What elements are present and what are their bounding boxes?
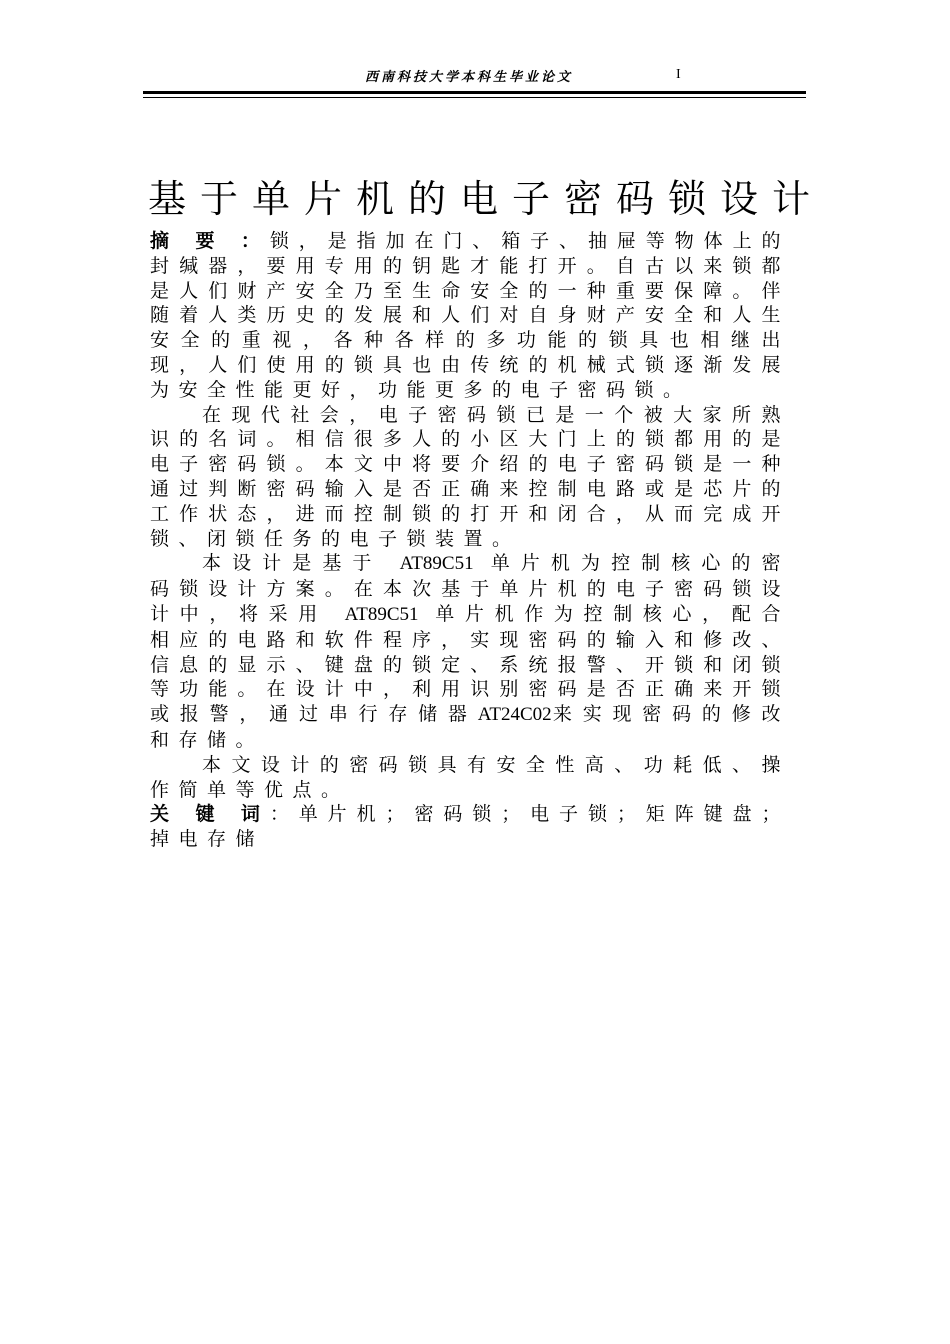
abstract-paragraph-3: [150, 551, 790, 752]
abstract-paragraph-2: 在现代社会，电子密码锁已是一个被大家所熟识的名词。相信很多人的小区大门上的锁都用的是电子密码锁。本文中将要介绍的电子密码锁是一种通过判断密码输入是否正确来控制电路或是芯片的工作状态，进而控制锁的打开和闭合，从而完成开锁、闭锁任务的电子锁装置。: [150, 403, 790, 550]
eeprom-name: AT24C02: [477, 704, 552, 726]
chip-name: AT89C51: [399, 553, 474, 575]
abstract-text-1: 锁，是指加在门、箱子、抽屉等物体上的封缄器，要用专用的钥匙才能打开。自古以来锁都是人们财产安全乃至生命安全的一种重要保障。伴随着人类历史的发展和人们对自身财产安全和人生安全的重视，各种各样的多功能的锁具也相继出现，人们使用的锁具也由传统的机械式锁逐渐发展为安全性能更好，功能更多的电子密码锁。: [150, 230, 790, 401]
keywords-text: ：单片机；密码锁；电子锁；矩阵键盘；掉电存储: [150, 803, 790, 851]
abstract-paragraph-1: [150, 229, 790, 403]
keywords-label: 关 键 词: [150, 803, 270, 826]
header-rule-thin: [143, 97, 806, 98]
abstract-paragraph-4: 本文设计的密码锁具有安全性高、功耗低、操作简单等优点。: [150, 753, 790, 801]
keywords-line: [150, 802, 790, 852]
abstract-text-3c: 单片机作为控制核心，配合相应的电路和软件程序，实现密码的输入和修改、信息的显示、键盘的锁定、系统报警、开锁和闭锁等功能。在设计中，利用识别密码是否正确来开锁或报警，通过串行存储器: [150, 602, 790, 726]
header-title: 西南科技大学本科生毕业论文: [365, 70, 574, 85]
abstract-section: [150, 229, 790, 852]
abstract-text-3a: 本设计是基于: [202, 552, 383, 575]
page-number: I: [676, 67, 681, 82]
header-rule-thick: [143, 91, 806, 94]
abstract-text-3d: 来实现密码的修改和存储。: [150, 703, 790, 751]
thesis-title: 基于单片机的电子密码锁设计: [148, 177, 825, 221]
chip-name: AT89C51: [344, 603, 419, 625]
abstract-text-3b: 单片机为控制核心的密码锁设计方案。在本次基于单片机的电子密码锁设计中，将采用: [150, 552, 790, 625]
abstract-label: 摘 要 ：: [150, 230, 270, 252]
page-header: [143, 62, 806, 90]
